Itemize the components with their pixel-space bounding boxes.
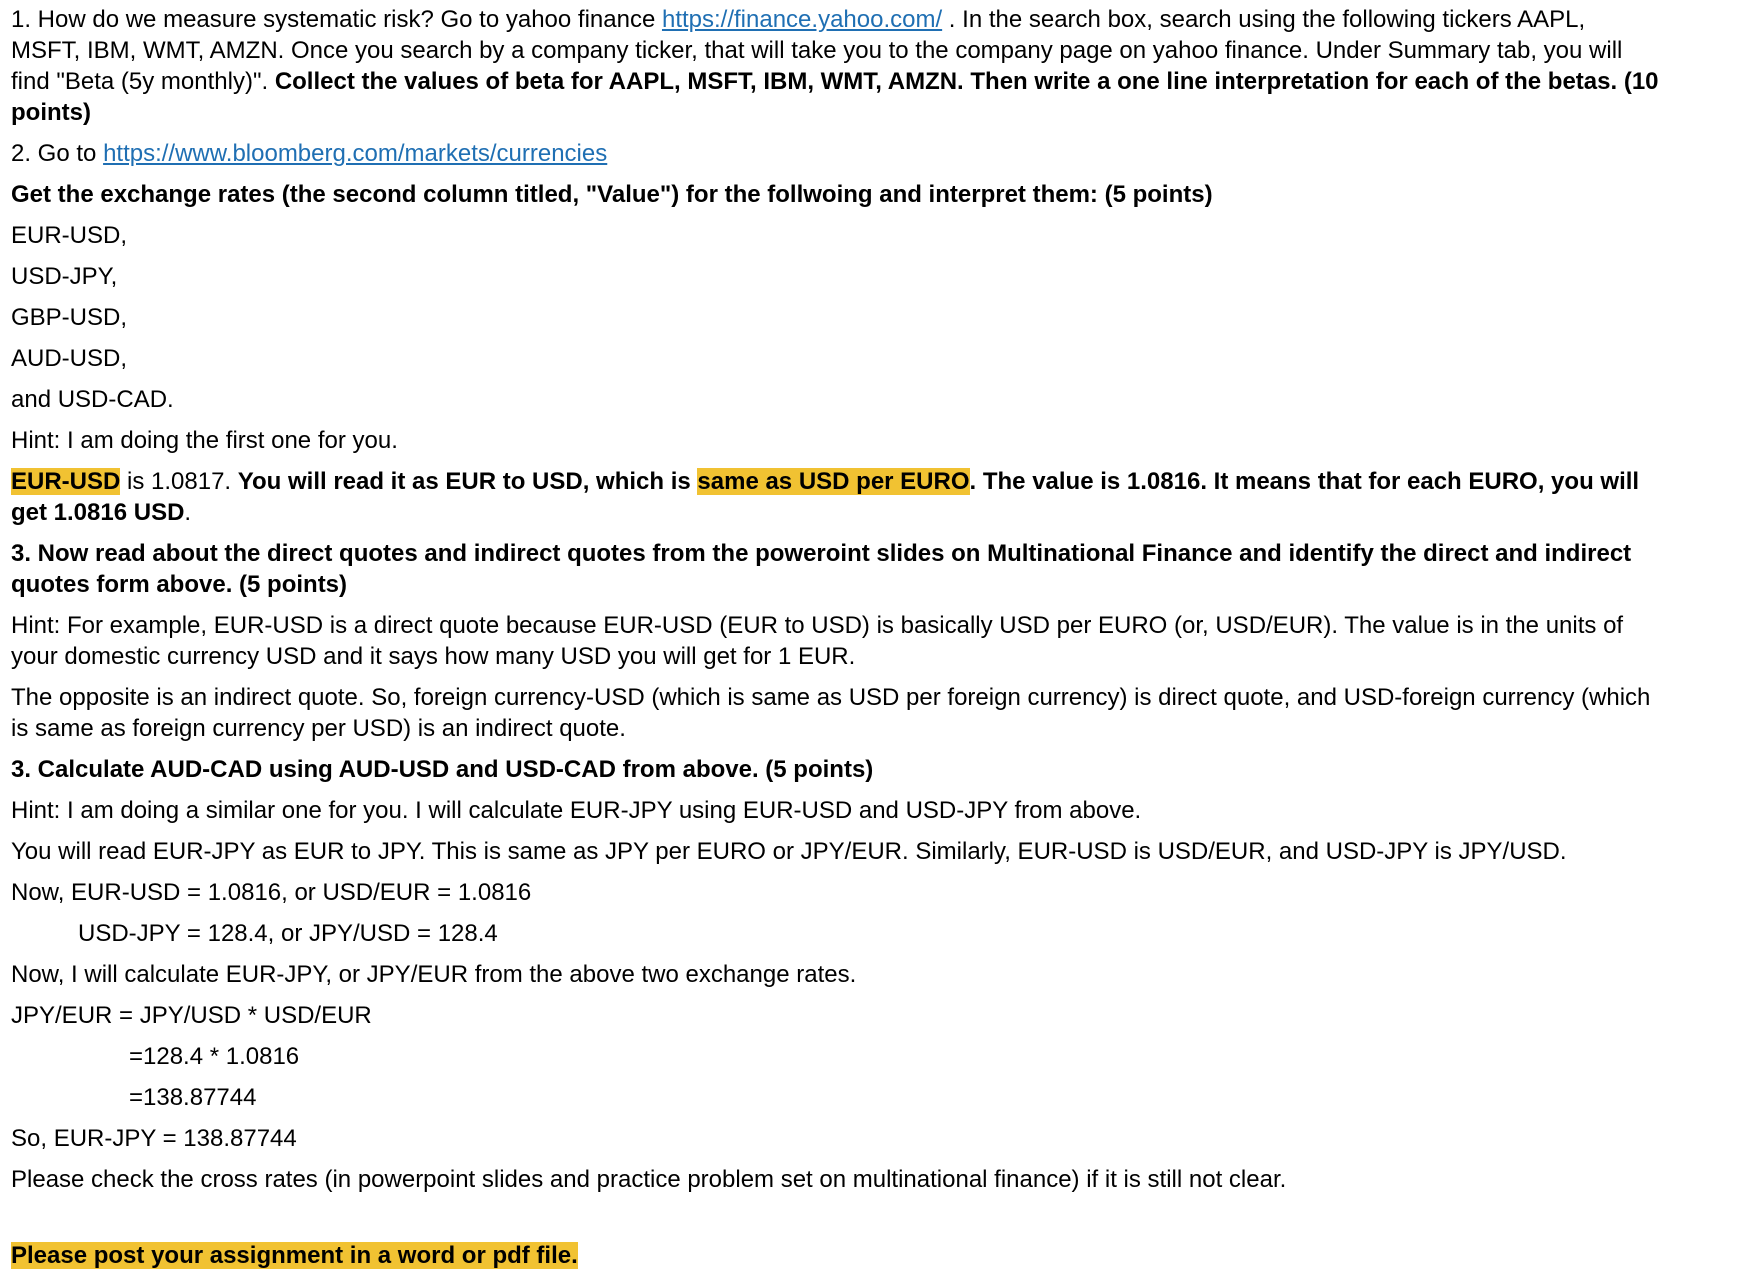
q3a-hint: Hint: For example, EUR-USD is a direct quote because EUR-USD (EUR to USD) is basically USD per EURO (or, USD/EUR). The value is in the units of your domestic currency USD and it says how many USD you will get for 1 EUR.: [11, 612, 1624, 670]
q3a-opposite: The opposite is an indirect quote. So, foreign currency-USD (which is same as USD per foreign currency) is direct quote, and USD-foreign currency (which is same as foreign currency per USD) is an indirect quote.: [11, 684, 1651, 742]
q3b-step2: =138.87744: [129, 1084, 257, 1111]
currency-pair-usd-jpy: USD-JPY,: [11, 263, 118, 290]
q3b-now1: Now, EUR-USD = 1.0816, or USD/EUR = 1.0816: [11, 879, 532, 906]
q3b-formula: JPY/EUR = JPY/USD * USD/EUR: [11, 1002, 372, 1029]
q3b-now2: USD-JPY = 128.4, or JPY/USD = 128.4: [78, 920, 498, 947]
example-end: .: [184, 499, 192, 526]
q2-instruction: Get the exchange rates (the second column titled, "Value") for the follwoing and interpret them: (5 points): [11, 181, 1213, 208]
question-3a-title: 3. Now read about the direct quotes and indirect quotes from the poweroint slides on Multinational Finance and identify the direct and indirect quotes form above. (5 points): [11, 540, 1632, 598]
q3b-hint: Hint: I am doing a similar one for you. I will calculate EUR-JPY using EUR-USD and USD-JPY from above.: [11, 797, 1142, 824]
q1-text-b: . In the search box, search using the following tickers AAPL, MSFT, IBM, WMT, AMZN. Once you search by a company ticker, that will take you to the company page on yahoo finance. Under Summary tab, you will find "Beta (5y monthly)".: [11, 6, 1623, 95]
example-bold-a: You will read it as EUR to USD, which is: [237, 468, 698, 495]
q2-hint: Hint: I am doing the first one for you.: [11, 427, 398, 454]
example-highlight: same as USD per EURO: [697, 468, 970, 495]
q2-example: [11, 466, 1661, 528]
currency-pair-eur-usd: EUR-USD,: [11, 222, 128, 249]
q1-instruction: Collect the values of beta for AAPL, MSFT, IBM, WMT, AMZN. Then write a one line interpretation for each of the betas. (10 points): [11, 68, 1659, 126]
example-value: is 1.0817.: [120, 468, 238, 495]
footer-cut-line: [11, 1240, 578, 1271]
q1-text-a: 1. How do we measure systematic risk? Go to yahoo finance: [11, 6, 662, 33]
currency-pair-usd-cad: and USD-CAD.: [11, 386, 174, 413]
q3b-calc-intro: Now, I will calculate EUR-JPY, or JPY/EUR from the above two exchange rates.: [11, 961, 857, 988]
assignment-document: [11, 4, 1661, 1205]
question-3b-title: 3. Calculate AUD-CAD using AUD-USD and USD-CAD from above. (5 points): [11, 756, 874, 783]
bloomberg-currencies-link[interactable]: https://www.bloomberg.com/markets/currencies: [103, 140, 608, 167]
question-2: [11, 138, 1661, 169]
footer-highlight: Please post your assignment in a word or pdf file.: [11, 1242, 578, 1269]
q3b-check: Please check the cross rates (in powerpoint slides and practice problem set on multinational finance) if it is still not clear.: [11, 1166, 1287, 1193]
q2-text: 2. Go to: [11, 140, 104, 167]
q3b-read: You will read EUR-JPY as EUR to JPY. This is same as JPY per EURO or JPY/EUR. Similarly, EUR-USD is USD/EUR, and USD-JPY is JPY/USD.: [11, 838, 1567, 865]
yahoo-finance-link[interactable]: https://finance.yahoo.com/: [661, 6, 943, 33]
currency-pair-aud-usd: AUD-USD,: [11, 345, 128, 372]
currency-pair-gbp-usd: GBP-USD,: [11, 304, 128, 331]
q3b-result: So, EUR-JPY = 138.87744: [11, 1125, 297, 1152]
q3b-step1: =128.4 * 1.0816: [129, 1043, 300, 1070]
question-1: [11, 4, 1661, 128]
example-pair-highlight: EUR-USD: [11, 468, 121, 495]
example-bold-b: . The value is 1.0816. It means that for each EURO, you will get 1.0816 USD: [11, 468, 1640, 526]
